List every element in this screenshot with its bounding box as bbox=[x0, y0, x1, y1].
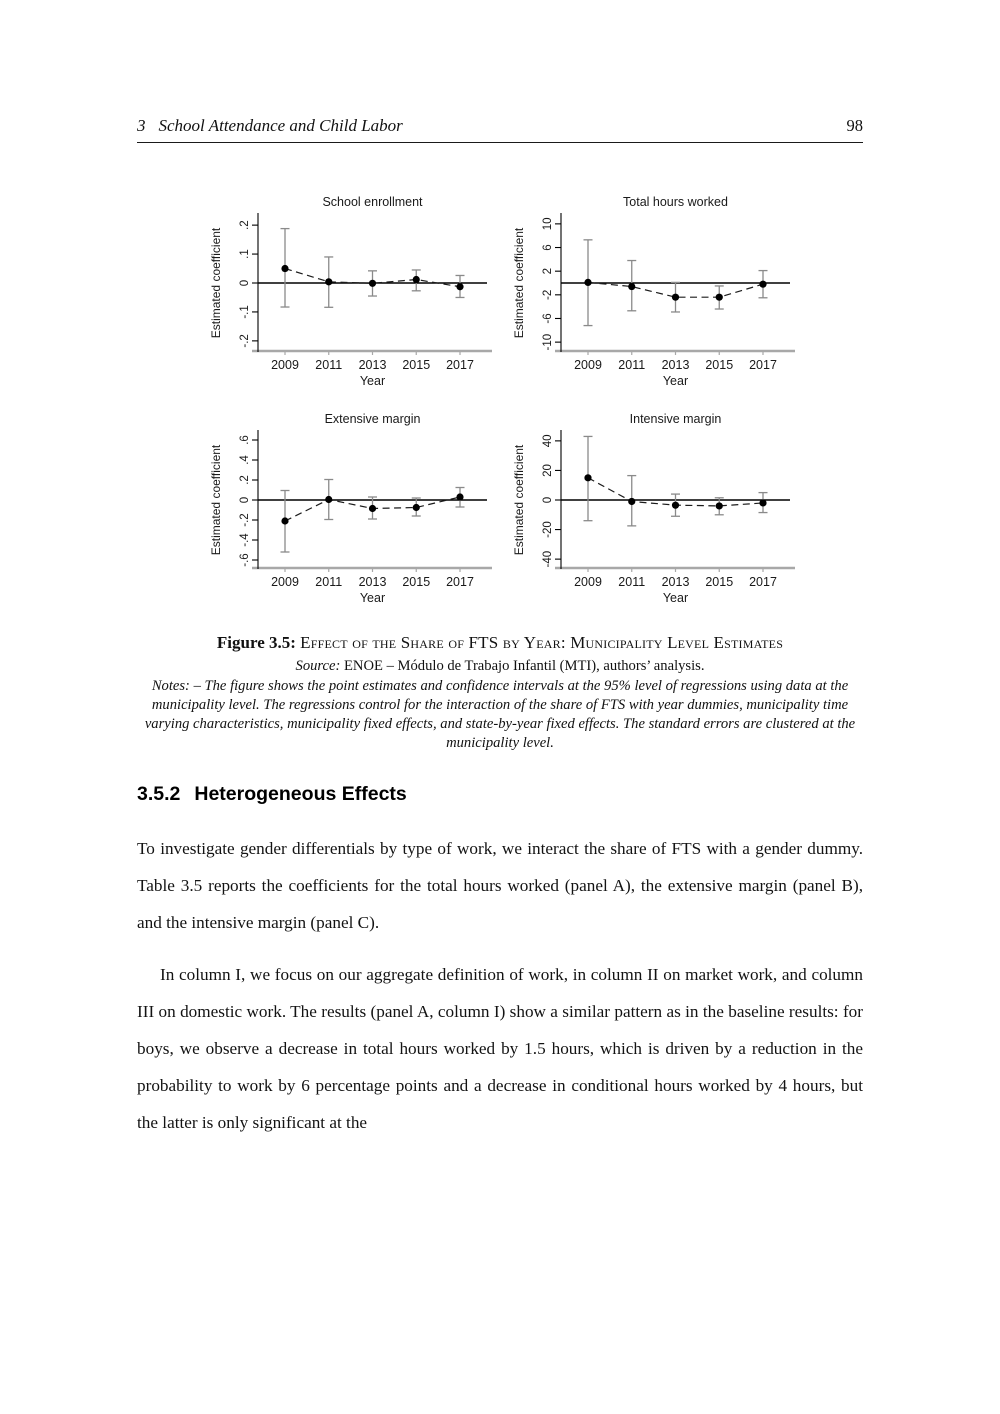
svg-text:0: 0 bbox=[542, 496, 555, 504]
section-heading bbox=[137, 783, 863, 806]
chart-svg bbox=[506, 193, 797, 394]
chart-svg bbox=[203, 193, 494, 394]
svg-text:2011: 2011 bbox=[618, 358, 646, 372]
svg-text:2011: 2011 bbox=[315, 358, 343, 372]
chart-school-enrollment bbox=[203, 193, 494, 394]
svg-text:Intensive margin: Intensive margin bbox=[629, 412, 722, 426]
body-paragraph-2: In column I, we focus on our aggregate definition of work, in column II on market work, and column III on domestic work. The results (panel A, column I) show a similar pattern as in the baseline results: for boys, we observe a decrease in total hours worked by 1.5 hours, which is driven by a reduction in the probability to work by 6 percentage points and a decrease in conditional hours worked by 4 hours, but the latter is only significant at the bbox=[137, 965, 863, 1132]
svg-text:-40: -40 bbox=[542, 550, 555, 568]
svg-text:Year: Year bbox=[359, 591, 386, 605]
svg-text:2011: 2011 bbox=[618, 575, 646, 589]
source-label: Source: bbox=[295, 658, 341, 674]
svg-text:2013: 2013 bbox=[358, 575, 387, 589]
chart-intensive-margin bbox=[506, 410, 797, 611]
chart-total-hours-worked bbox=[506, 193, 797, 394]
figure-3-5 bbox=[137, 193, 863, 753]
chapter-number: 3 bbox=[137, 116, 146, 135]
figure-caption bbox=[137, 631, 863, 753]
svg-text:2017: 2017 bbox=[749, 575, 777, 589]
header-rule bbox=[137, 142, 863, 143]
svg-text:2015: 2015 bbox=[705, 358, 734, 372]
svg-text:-20: -20 bbox=[542, 521, 555, 538]
notes-label: Notes: bbox=[151, 678, 190, 694]
svg-text:2011: 2011 bbox=[315, 575, 343, 589]
svg-text:-6: -6 bbox=[542, 313, 555, 324]
notes-text: – The figure shows the point estimates and confidence intervals at the 95% level of regressions using data at the municipality level. The regressions control for the interaction of the share of FTS with year dummies, municipality time varying characteristics, municipality fixed effects, and state-by-year fixed effects. The standard errors are clustered at the municipality level. bbox=[144, 678, 856, 751]
svg-text:.4: .4 bbox=[239, 455, 252, 465]
svg-text:-.2: -.2 bbox=[239, 513, 252, 527]
svg-text:2015: 2015 bbox=[402, 358, 431, 372]
source-line bbox=[137, 657, 863, 676]
section-number: 3.5.2 bbox=[137, 783, 181, 805]
svg-text:2013: 2013 bbox=[661, 358, 690, 372]
notes-line bbox=[137, 677, 863, 753]
body-paragraph-1: To investigate gender differentials by type of work, we interact the share of FTS with a gender dummy. Table 3.5 reports the coefficients for the total hours worked (panel A), the extensive margin (panel B), and the intensive margin (panel C). bbox=[137, 839, 863, 932]
svg-text:2009: 2009 bbox=[574, 575, 602, 589]
caption-line bbox=[150, 631, 850, 654]
svg-text:10: 10 bbox=[542, 217, 555, 231]
svg-text:2017: 2017 bbox=[749, 358, 777, 372]
svg-text:.2: .2 bbox=[239, 475, 252, 485]
chart-svg bbox=[203, 410, 494, 611]
svg-text:Year: Year bbox=[662, 591, 689, 605]
section-title: Heterogeneous Effects bbox=[194, 783, 407, 805]
svg-text:Estimated coefficient: Estimated coefficient bbox=[209, 444, 224, 556]
svg-text:40: 40 bbox=[542, 434, 555, 448]
chapter-title: School Attendance and Child Labor bbox=[158, 116, 403, 135]
svg-text:0: 0 bbox=[239, 279, 252, 287]
svg-text:2: 2 bbox=[542, 267, 555, 275]
svg-text:School enrollment: School enrollment bbox=[322, 195, 423, 209]
svg-text:2013: 2013 bbox=[358, 358, 387, 372]
svg-text:2017: 2017 bbox=[446, 575, 474, 589]
page-header bbox=[137, 116, 863, 143]
svg-text:.2: .2 bbox=[239, 220, 252, 230]
svg-text:2015: 2015 bbox=[402, 575, 431, 589]
source-text: ENOE – Módulo de Trabajo Infantil (MTI), authors’ analysis. bbox=[344, 658, 705, 674]
svg-text:-.2: -.2 bbox=[239, 334, 252, 348]
svg-text:2009: 2009 bbox=[271, 575, 299, 589]
svg-text:-.1: -.1 bbox=[239, 305, 252, 319]
svg-text:-10: -10 bbox=[542, 333, 555, 351]
svg-text:.6: .6 bbox=[239, 435, 252, 445]
svg-text:Extensive margin: Extensive margin bbox=[324, 412, 421, 426]
page-content bbox=[137, 0, 863, 1141]
svg-text:2009: 2009 bbox=[574, 358, 602, 372]
charts-grid bbox=[203, 193, 797, 611]
running-head bbox=[137, 116, 863, 136]
svg-text:2013: 2013 bbox=[661, 575, 690, 589]
svg-text:-.6: -.6 bbox=[239, 553, 252, 567]
svg-text:Year: Year bbox=[662, 374, 689, 388]
svg-text:2009: 2009 bbox=[271, 358, 299, 372]
svg-text:0: 0 bbox=[239, 496, 252, 504]
caption-title: Effect of the Share of FTS by Year: Municipality Level Estimates bbox=[300, 633, 784, 652]
svg-text:2015: 2015 bbox=[705, 575, 734, 589]
svg-text:.1: .1 bbox=[239, 249, 252, 259]
svg-text:2017: 2017 bbox=[446, 358, 474, 372]
svg-text:Year: Year bbox=[359, 374, 386, 388]
chart-extensive-margin bbox=[203, 410, 494, 611]
caption-label: Figure 3.5: bbox=[216, 633, 296, 652]
svg-text:6: 6 bbox=[542, 244, 555, 251]
svg-text:-2: -2 bbox=[542, 289, 555, 300]
chart-svg bbox=[506, 410, 797, 611]
svg-text:20: 20 bbox=[542, 464, 555, 477]
running-head-title bbox=[137, 116, 403, 136]
svg-text:Estimated coefficient: Estimated coefficient bbox=[512, 444, 527, 556]
svg-text:Total hours worked: Total hours worked bbox=[623, 195, 728, 209]
page-number: 98 bbox=[846, 116, 863, 135]
svg-text:Estimated coefficient: Estimated coefficient bbox=[512, 227, 527, 339]
svg-text:Estimated coefficient: Estimated coefficient bbox=[209, 227, 224, 339]
svg-text:-.4: -.4 bbox=[239, 533, 252, 547]
